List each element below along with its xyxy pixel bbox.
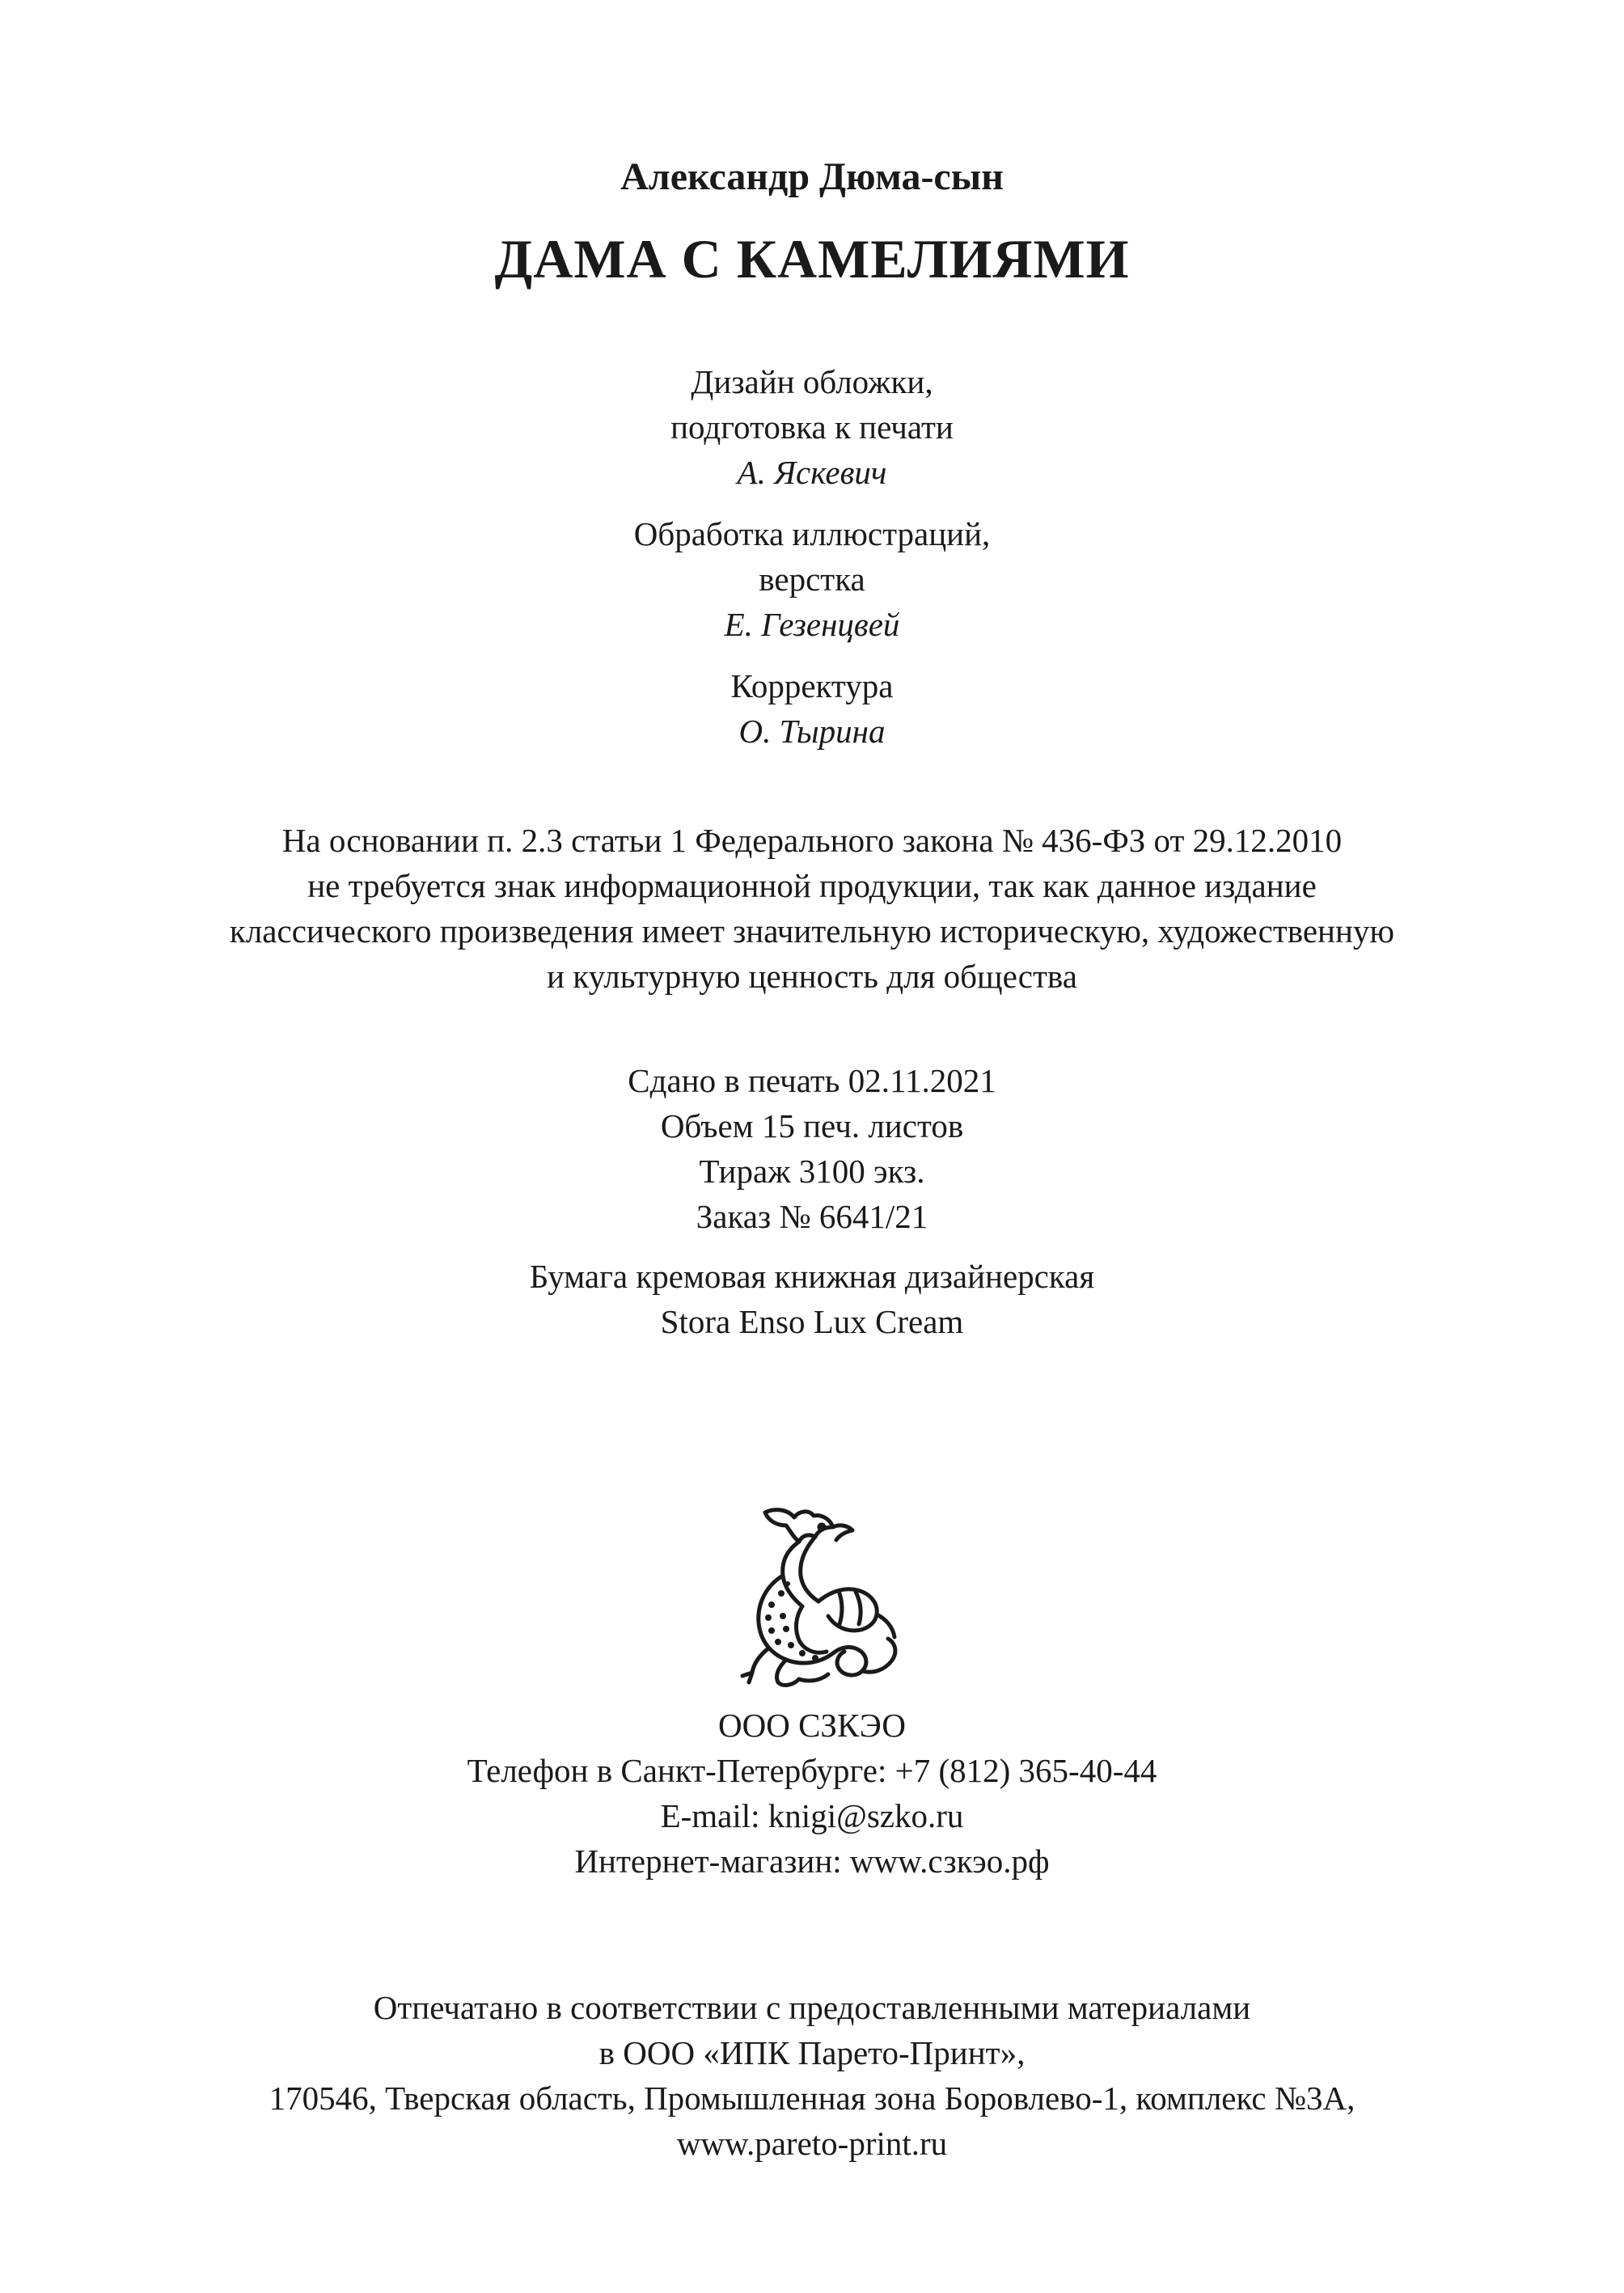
paper-type: Бумага кремовая книжная дизайнерская	[529, 1258, 1095, 1295]
dragon-emblem-icon	[718, 1503, 912, 1690]
publisher-phone: Телефон в Санкт-Петербурге: +7 (812) 365-40-44	[467, 1752, 1157, 1789]
proofreading-role: Корректура	[730, 667, 894, 704]
paper-brand: Stora Enso Lux Cream	[660, 1303, 964, 1340]
layout-role-2: верстка	[759, 561, 865, 598]
printer-line: www.pareto-print.ru	[676, 2125, 948, 2162]
print-circulation: Тираж 3100 экз.	[699, 1153, 925, 1190]
printer-line: 170546, Тверская область, Промышленная зона Боровлево-1, комплекс №3А,	[269, 2079, 1355, 2117]
print-volume: Объем 15 печ. листов	[660, 1107, 964, 1144]
publisher-shop: Интернет-магазин: www.сзкэо.рф	[574, 1842, 1050, 1880]
signed-to-print: Сдано в печать 02.11.2021	[628, 1062, 996, 1099]
publisher-email: E-mail: knigi@szko.ru	[660, 1797, 964, 1834]
printer-line: в ООО «ИПК Парето-Принт»,	[598, 2034, 1026, 2071]
legal-notice-line: На основании п. 2.3 статьи 1 Федерального закона № 436-ФЗ от 29.12.2010	[281, 822, 1343, 859]
cover-design-role-1: Дизайн обложки,	[691, 363, 933, 400]
proofreading-person: О. Тырина	[738, 713, 886, 750]
legal-notice-line: не требуется знак информационной продукции, так как данное издание	[307, 867, 1317, 904]
publisher-name: ООО СЗКЭО	[718, 1707, 906, 1744]
cover-design-role-2: подготовка к печати	[670, 408, 954, 446]
printer-line: Отпечатано в соответствии с предоставленными материалами	[373, 1989, 1251, 2026]
cover-design-person: А. Яскевич	[737, 454, 887, 491]
book-author: Александр Дюма-сын	[620, 155, 1004, 198]
legal-notice-line: классического произведения имеет значительную историческую, художественную	[229, 912, 1395, 950]
book-title: ДАМА С КАМЕЛИЯМИ	[494, 228, 1130, 290]
legal-notice-line: и культурную ценность для общества	[547, 958, 1077, 995]
layout-role-1: Обработка иллюстраций,	[633, 515, 991, 552]
layout-person: Е. Гезенцвей	[724, 606, 900, 643]
print-order: Заказ № 6641/21	[696, 1198, 928, 1235]
